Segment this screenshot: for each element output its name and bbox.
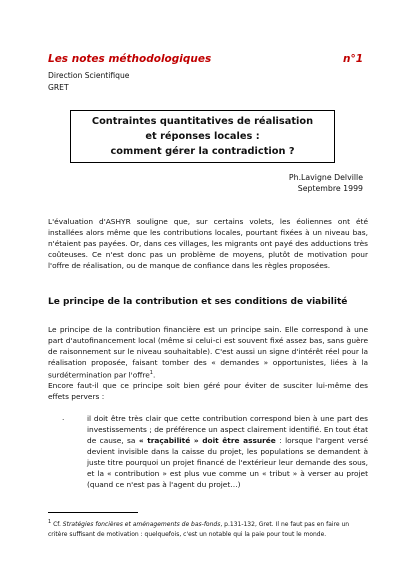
bullet-text-start: il doit être très clair que cette contribution correspond bien à une part des investissements ; de préférence un aspect clairement identifié. En tout état de cause, sa	[87, 414, 368, 445]
principle-text: Le principe de la contribution financière est un principe sain. Elle correspond à une part d'autofinancement local (même si celui-ci est souvent fixé assez bas, sans guère de raisonnement sur le niveau souhaitable). C'est aussi un signe d'intérêt réel pour la réalisation proposée, faisant tomber des « demandes » opportunistes, liées à la surdétermination par l'offre	[48, 325, 368, 380]
series-title: Les notes méthodologiques	[48, 53, 212, 65]
title-line-3: comment gérer la contradiction ?	[110, 146, 295, 157]
document-title-box	[70, 110, 335, 163]
author-block	[289, 172, 363, 194]
bullet-text-end: : lorsque l'argent versé devient invisible dans la caisse du projet, les populations se demandent à juste titre pourquoi un projet financé de l'extérieur leur demande des sous, et la « contribution » est plus vue comme un « tribut » à verser au projet (quand ce n'est pas à l'agent du projet…)	[87, 436, 368, 489]
series-header	[48, 53, 363, 65]
author-name: Ph.Lavigne Delville	[288, 173, 363, 182]
footnote-reference[interactable]: 1	[149, 370, 153, 376]
intro-paragraph: L'évaluation d'ASHYR souligne que, sur certains volets, les éoliennes ont été installées alors même que les contributions locales, pourtant fixées à un niveau bas, n'étaient pas payées. Or, dans ces villages, les migrants ont payé des adductions très coûteuses. Ce n'est donc pas un problème de moyens, plutôt de motivation pour l'offre de réalisation, ou de manque de confiance dans les règles proposées.	[48, 217, 368, 270]
conditions-paragraph: Encore faut-il que ce principe soit bien géré pour éviter de susciter lui-même des effets pervers :	[48, 381, 368, 401]
footnote-mark: 1	[48, 519, 52, 525]
footnote-book-title: Stratégies foncières et aménagements de bas-fonds	[62, 521, 221, 528]
footnote-suffix: , p.131-132, Gret. Il ne faut pas en faire un critère suffisant de motivation : quelquefois, c'est un notable qui la paie pour tout le monde.	[48, 521, 350, 538]
footnote	[48, 517, 368, 540]
org-department: Direction Scientifique	[48, 71, 130, 80]
bullet-emphasis: « traçabilité » doit être assurée	[138, 436, 276, 445]
principle-text-end: .	[152, 370, 156, 380]
organization-block	[48, 70, 129, 94]
principle-paragraph	[48, 324, 368, 380]
title-line-1: Contraintes quantitatives de réalisation	[91, 116, 314, 127]
footnote-divider	[48, 512, 138, 513]
footnote-prefix: Cf.	[51, 521, 63, 528]
bullet-item	[87, 413, 368, 490]
org-name: GRET	[48, 83, 69, 92]
section-heading: Le principe de la contribution et ses conditions de viabilité	[48, 297, 348, 307]
author-date: Septembre 1999	[297, 184, 363, 193]
bullet-marker: ·	[62, 415, 65, 424]
series-number: n°1	[342, 53, 363, 65]
title-line-2: et réponses locales :	[145, 131, 260, 142]
